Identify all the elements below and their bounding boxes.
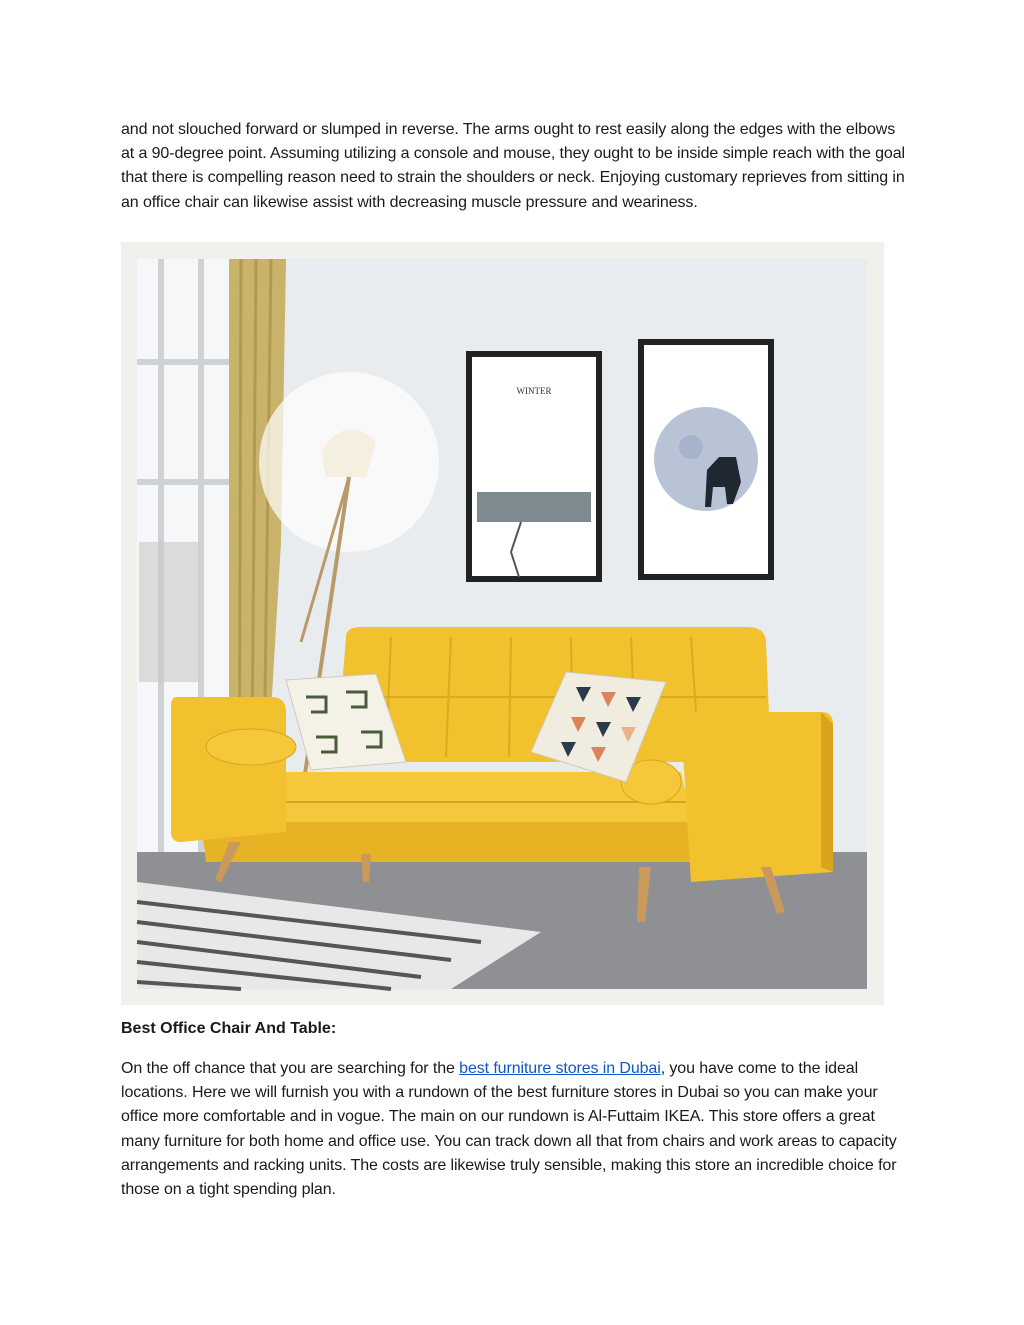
sofa-illustration [121, 242, 884, 1005]
sofa-arm-left [171, 697, 286, 842]
sofa-arm-right [681, 712, 833, 882]
body-paragraph-container [121, 1057, 911, 1202]
body-paragraph [121, 1057, 911, 1202]
poster-text: WINTER [516, 386, 552, 396]
furniture-stores-link[interactable]: best furniture stores in Dubai [459, 1060, 661, 1077]
section-heading: Best Office Chair And Table: [121, 1020, 337, 1037]
sofa-photo [121, 242, 884, 1005]
intro-paragraph: and not slouched forward or slumped in reverse. The arms ought to rest easily along the edges with the elbows at a 90-degree point. Assuming utilizing a console and mouse, they ought to be inside simple reach with the goal that there is compelling reason need to strain the shoulders or neck. Enjoying customary reprieves from sitting in an office chair can likewise assist with decreasing muscle pressure and weariness. [121, 121, 905, 211]
body-text-after-link: , you have come to the ideal locations. Here we will furnish you with a rundown of the best furniture stores in Dubai so you can make your office more comfortable and in vogue. The main on our rundown is Al-Futtaim IKEA. This store offers a great many furniture for both home and office use. You can track down all that from chairs and work areas to capacity arrangements and racking units. The costs are likewise truly sensible, making this store an incredible choice for those on a tight spending plan. [121, 1060, 897, 1199]
body-text-before-link: On the off chance that you are searching for the [121, 1060, 460, 1077]
document-page [121, 118, 911, 215]
